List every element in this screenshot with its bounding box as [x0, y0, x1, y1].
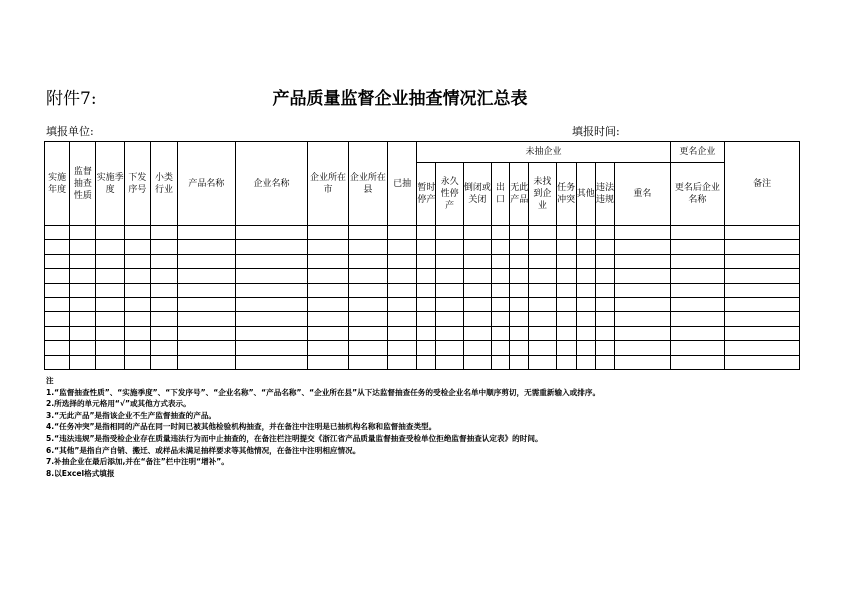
table-cell: [576, 240, 595, 254]
table-cell: [491, 312, 509, 326]
table-cell: [348, 326, 387, 340]
table-cell: [96, 240, 124, 254]
table-cell: [529, 254, 556, 268]
table-cell: [150, 269, 177, 283]
table-cell: [556, 341, 576, 355]
table-cell: [235, 226, 308, 240]
col-other: 其他: [576, 163, 595, 226]
table-cell: [576, 297, 595, 311]
table-cell: [388, 226, 417, 240]
table-cell: [670, 355, 724, 369]
col-task-conflict: 任务冲突: [556, 163, 576, 226]
table-cell: [45, 326, 70, 340]
table-cell: [670, 297, 724, 311]
note-line: 注: [46, 376, 54, 385]
col-not-sampled: 未抽企业: [417, 142, 670, 163]
table-cell: [556, 283, 576, 297]
table-cell: [529, 226, 556, 240]
col-quarter: 实施季度: [96, 142, 124, 226]
table-cell: [417, 297, 436, 311]
table-cell: [96, 355, 124, 369]
table-cell: [436, 254, 463, 268]
table-cell: [45, 341, 70, 355]
table-cell: [529, 312, 556, 326]
table-cell: [436, 297, 463, 311]
table-cell: [178, 269, 236, 283]
table-cell: [510, 341, 529, 355]
table-cell: [670, 326, 724, 340]
note-line: 7.补抽企业在最后添加,并在“备注”栏中注明“增补”。: [46, 457, 229, 467]
table-cell: [70, 355, 96, 369]
table-cell: [595, 240, 614, 254]
table-cell: [510, 254, 529, 268]
table-cell: [388, 283, 417, 297]
table-cell: [725, 355, 800, 369]
table-cell: [150, 355, 177, 369]
table-cell: [491, 269, 509, 283]
table-cell: [178, 312, 236, 326]
table-row: [45, 355, 800, 369]
table-cell: [491, 254, 509, 268]
table-cell: [556, 312, 576, 326]
table-cell: [70, 226, 96, 240]
table-cell: [463, 341, 491, 355]
table-cell: [348, 283, 387, 297]
col-export: 出口: [491, 163, 509, 226]
table-cell: [491, 326, 509, 340]
table-cell: [670, 269, 724, 283]
col-dup-name: 重名: [615, 163, 671, 226]
table-row: [45, 283, 800, 297]
table-cell: [45, 254, 70, 268]
table-cell: [124, 297, 150, 311]
table-cell: [670, 312, 724, 326]
table-cell: [725, 326, 800, 340]
table-cell: [348, 240, 387, 254]
note-line: 2.所选择的单元格用“√”或其他方式表示。: [46, 399, 191, 409]
summary-table: [44, 141, 800, 370]
table-cell: [463, 283, 491, 297]
table-cell: [348, 355, 387, 369]
table-cell: [178, 326, 236, 340]
table-cell: [348, 254, 387, 268]
col-closed: 倒闭或关闭: [463, 163, 491, 226]
table-cell: [388, 341, 417, 355]
note-line: 5.“违法违规”是指受检企业存在质量违法行为而中止抽查的，在备注栏注明提交《浙江省产品质量监督抽查受检单位拒绝监督抽查认定表》的时间。: [46, 433, 543, 443]
col-temp-stop: 暂时停产: [417, 163, 436, 226]
table-cell: [436, 312, 463, 326]
table-cell: [595, 297, 614, 311]
table-cell: [556, 240, 576, 254]
table-cell: [615, 269, 671, 283]
table-cell: [615, 355, 671, 369]
table-cell: [178, 297, 236, 311]
table-cell: [529, 269, 556, 283]
table-cell: [615, 326, 671, 340]
col-no-product: 无此产品: [510, 163, 529, 226]
table-cell: [235, 283, 308, 297]
col-county: 企业所在县: [348, 142, 387, 226]
table-cell: [463, 240, 491, 254]
note-line: 8.以Excel格式填报: [46, 468, 115, 478]
table-cell: [510, 297, 529, 311]
table-cell: [150, 297, 177, 311]
table-cell: [725, 283, 800, 297]
table-cell: [124, 269, 150, 283]
table-cell: [576, 355, 595, 369]
table-cell: [436, 269, 463, 283]
table-cell: [235, 269, 308, 283]
table-cell: [70, 341, 96, 355]
table-cell: [576, 326, 595, 340]
table-cell: [308, 226, 348, 240]
table-cell: [308, 312, 348, 326]
table-cell: [70, 269, 96, 283]
table-cell: [235, 326, 308, 340]
table-cell: [45, 269, 70, 283]
table-cell: [491, 297, 509, 311]
table-cell: [45, 312, 70, 326]
table-cell: [348, 297, 387, 311]
table-cell: [70, 240, 96, 254]
table-cell: [150, 226, 177, 240]
table-cell: [124, 312, 150, 326]
table-cell: [417, 355, 436, 369]
col-order-no: 下发序号: [124, 142, 150, 226]
table-cell: [45, 297, 70, 311]
table-cell: [417, 341, 436, 355]
table-cell: [96, 226, 124, 240]
table-cell: [615, 297, 671, 311]
table-cell: [670, 254, 724, 268]
table-cell: [556, 326, 576, 340]
table-cell: [670, 341, 724, 355]
table-row: [45, 341, 800, 355]
table-cell: [529, 341, 556, 355]
table-cell: [510, 269, 529, 283]
table-cell: [615, 312, 671, 326]
col-company-name: 企业名称: [235, 142, 308, 226]
table-cell: [463, 269, 491, 283]
table-cell: [417, 326, 436, 340]
table-cell: [124, 254, 150, 268]
col-rename: 更名企业: [670, 142, 724, 163]
table-cell: [417, 312, 436, 326]
table-cell: [436, 355, 463, 369]
table-cell: [96, 269, 124, 283]
table-cell: [388, 297, 417, 311]
table-cell: [556, 355, 576, 369]
table-cell: [124, 226, 150, 240]
table-cell: [670, 240, 724, 254]
table-cell: [150, 312, 177, 326]
table-cell: [576, 312, 595, 326]
table-cell: [348, 226, 387, 240]
table-cell: [725, 226, 800, 240]
table-cell: [725, 341, 800, 355]
col-city: 企业所在市: [308, 142, 348, 226]
col-product-name: 产品名称: [178, 142, 236, 226]
table-cell: [556, 226, 576, 240]
table-cell: [725, 269, 800, 283]
table-cell: [576, 269, 595, 283]
table-cell: [615, 341, 671, 355]
table-cell: [463, 326, 491, 340]
table-cell: [576, 226, 595, 240]
table-cell: [96, 341, 124, 355]
table-cell: [529, 240, 556, 254]
table-cell: [595, 269, 614, 283]
table-cell: [70, 312, 96, 326]
table-cell: [308, 326, 348, 340]
table-cell: [388, 269, 417, 283]
table-cell: [124, 283, 150, 297]
table-cell: [417, 283, 436, 297]
col-not-found: 未找到企业: [529, 163, 556, 226]
table-cell: [45, 355, 70, 369]
table-cell: [178, 254, 236, 268]
table-cell: [96, 297, 124, 311]
table-cell: [417, 240, 436, 254]
table-cell: [178, 240, 236, 254]
note-line: 3.“无此产品”是指该企业不生产监督抽查的产品。: [46, 410, 217, 420]
table-cell: [150, 326, 177, 340]
table-cell: [388, 254, 417, 268]
table-cell: [178, 283, 236, 297]
table-cell: [595, 226, 614, 240]
table-cell: [417, 254, 436, 268]
table-cell: [556, 254, 576, 268]
table-cell: [576, 341, 595, 355]
table-row: [45, 240, 800, 254]
note-line: 6.“其他”是指自产自销、搬迁、或样品未满足抽样要求等其他情况，在备注中注明相应情况。: [46, 445, 361, 455]
table-cell: [529, 326, 556, 340]
table-cell: [96, 283, 124, 297]
table-cell: [308, 254, 348, 268]
table-cell: [124, 240, 150, 254]
col-remarks: 备注: [725, 142, 800, 226]
table-cell: [436, 326, 463, 340]
fill-time-label: 填报时间:: [572, 125, 620, 138]
page-title: 产品质量监督企业抽查情况汇总表: [272, 89, 528, 109]
col-sampled: 已抽: [388, 142, 417, 226]
table-cell: [417, 226, 436, 240]
table-cell: [70, 254, 96, 268]
table-cell: [595, 254, 614, 268]
table-cell: [235, 312, 308, 326]
table-cell: [235, 254, 308, 268]
table-cell: [308, 240, 348, 254]
table-cell: [308, 297, 348, 311]
table-cell: [725, 254, 800, 268]
table-cell: [463, 297, 491, 311]
table-cell: [436, 341, 463, 355]
table-cell: [388, 355, 417, 369]
table-cell: [595, 341, 614, 355]
table-cell: [308, 283, 348, 297]
table-cell: [436, 226, 463, 240]
table-cell: [463, 355, 491, 369]
table-cell: [463, 254, 491, 268]
table-cell: [725, 240, 800, 254]
table-cell: [510, 312, 529, 326]
table-cell: [556, 297, 576, 311]
table-cell: [491, 283, 509, 297]
table-cell: [510, 240, 529, 254]
table-cell: [308, 355, 348, 369]
table-cell: [388, 326, 417, 340]
table-cell: [235, 341, 308, 355]
table-cell: [529, 283, 556, 297]
table-cell: [70, 283, 96, 297]
table-cell: [576, 283, 595, 297]
table-cell: [595, 283, 614, 297]
fill-unit-label: 填报单位:: [46, 125, 94, 138]
table-cell: [615, 226, 671, 240]
table-row: [45, 326, 800, 340]
table-cell: [510, 283, 529, 297]
table-cell: [463, 226, 491, 240]
table-cell: [235, 297, 308, 311]
notes-section: [46, 375, 600, 479]
table-cell: [96, 254, 124, 268]
table-cell: [436, 283, 463, 297]
table-cell: [124, 341, 150, 355]
table-row: [45, 312, 800, 326]
table-cell: [510, 326, 529, 340]
table-cell: [491, 226, 509, 240]
table-cell: [45, 226, 70, 240]
table-cell: [308, 341, 348, 355]
table-cell: [595, 312, 614, 326]
table-cell: [348, 341, 387, 355]
table-cell: [96, 326, 124, 340]
table-row: [45, 269, 800, 283]
table-row: [45, 297, 800, 311]
table-cell: [595, 326, 614, 340]
table-cell: [417, 269, 436, 283]
col-violation: 违法违规: [595, 163, 614, 226]
table-cell: [556, 269, 576, 283]
table-cell: [96, 312, 124, 326]
table-cell: [308, 269, 348, 283]
table-cell: [725, 312, 800, 326]
table-cell: [150, 254, 177, 268]
table-cell: [595, 355, 614, 369]
table-cell: [388, 312, 417, 326]
note-line: 1.“监督抽查性质”、“实施季度”、“下发序号”、“企业名称”、“产品名称”、“企业所在县”从下达监督抽查任务的受检企业名单中顺序剪切，无需重新输入或排序。: [46, 387, 601, 397]
table-cell: [725, 297, 800, 311]
table-cell: [70, 326, 96, 340]
col-year: 实施年度: [45, 142, 70, 226]
col-sub-industry: 小类行业: [150, 142, 177, 226]
table-cell: [615, 254, 671, 268]
table-cell: [670, 226, 724, 240]
col-nature: 监督抽查性质: [70, 142, 96, 226]
table-cell: [388, 240, 417, 254]
table-cell: [510, 226, 529, 240]
table-cell: [491, 341, 509, 355]
table-row: [45, 254, 800, 268]
table-cell: [510, 355, 529, 369]
table-cell: [529, 355, 556, 369]
table-cell: [45, 240, 70, 254]
table-cell: [235, 240, 308, 254]
table-cell: [348, 269, 387, 283]
table-cell: [150, 240, 177, 254]
table-row: [45, 226, 800, 240]
table-cell: [124, 326, 150, 340]
table-cell: [615, 240, 671, 254]
table-cell: [670, 283, 724, 297]
table-cell: [529, 297, 556, 311]
table-cell: [70, 297, 96, 311]
table-cell: [491, 355, 509, 369]
table-cell: [615, 283, 671, 297]
table-cell: [436, 240, 463, 254]
table-cell: [178, 341, 236, 355]
table-cell: [463, 312, 491, 326]
table-cell: [124, 355, 150, 369]
table-cell: [491, 240, 509, 254]
table-cell: [178, 355, 236, 369]
table-cell: [348, 312, 387, 326]
note-line: 4.“任务冲突”是指相同的产品在同一时间已被其他检验机构抽查，并在备注中注明是已抽机构名称和监督抽查类型。: [46, 422, 437, 432]
table-cell: [150, 341, 177, 355]
table-cell: [45, 283, 70, 297]
table-cell: [150, 283, 177, 297]
col-renamed: 更名后企业名称: [670, 163, 724, 226]
col-perm-stop: 永久性停产: [436, 163, 463, 226]
attachment-label: 附件7:: [46, 89, 97, 109]
table-cell: [178, 226, 236, 240]
table-cell: [576, 254, 595, 268]
table-cell: [235, 355, 308, 369]
